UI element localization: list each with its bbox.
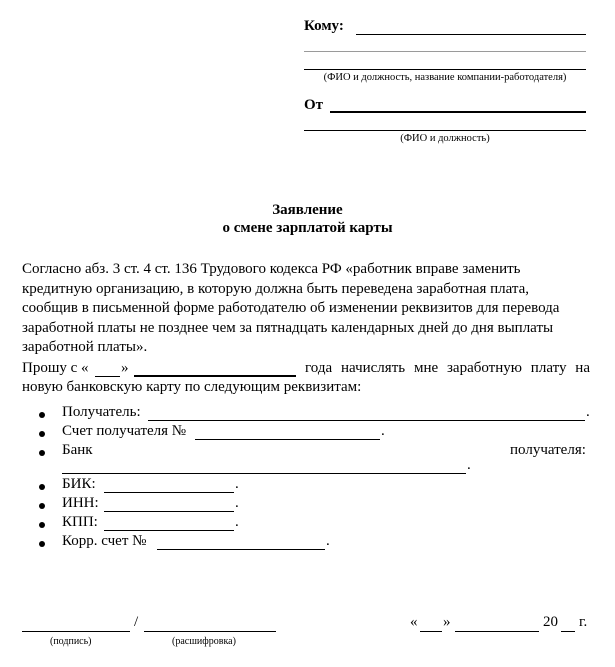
to-label: Кому: [304, 18, 344, 34]
signature-caption: (подпись) [50, 636, 92, 647]
bank-label: Банк [62, 442, 93, 458]
bullet-dot [39, 484, 45, 490]
bik-line[interactable] [104, 492, 234, 493]
paragraph-line: заработной платы». [22, 339, 148, 355]
request-prefix: Прошу с « [22, 360, 89, 376]
corr-account-label: Корр. счет № [62, 533, 147, 549]
inn-line[interactable] [104, 511, 234, 512]
date-year-line[interactable] [561, 631, 575, 632]
kpp-line[interactable] [104, 530, 234, 531]
signature-line[interactable] [22, 631, 130, 632]
from-label: От [304, 97, 324, 113]
paragraph-line: сообщив в письменной форме работодателю об изменении реквизитов для перевода [22, 300, 560, 316]
year-prefix: 20 [543, 614, 558, 630]
from-name-line[interactable] [330, 111, 586, 113]
period: . [235, 495, 239, 511]
document-subtitle: о смене зарплатой карты [222, 220, 393, 236]
to-caption: (ФИО и должность, название компании-работодателя) [323, 72, 567, 83]
period: . [326, 533, 330, 549]
period: . [586, 404, 590, 420]
period: . [381, 423, 385, 439]
request-day-line[interactable] [95, 376, 120, 377]
year-suffix: г. [579, 614, 588, 630]
to-line-2[interactable] [304, 51, 586, 52]
request-quote-close: » [121, 360, 129, 376]
from-line-2[interactable] [304, 130, 586, 131]
decode-caption: (расшифровка) [172, 636, 236, 647]
bullet-dot [39, 541, 45, 547]
bullet-dot [39, 431, 45, 437]
bullet-dot [39, 522, 45, 528]
from-caption: (ФИО и должность) [400, 133, 490, 144]
period: . [235, 514, 239, 530]
date-quote-open: « [410, 614, 418, 630]
account-line[interactable] [195, 439, 380, 440]
request-middle: года начислять мне заработную плату на [305, 360, 590, 376]
recipient-line[interactable] [148, 420, 585, 421]
date-day-line[interactable] [420, 631, 442, 632]
to-name-line[interactable] [356, 34, 586, 35]
decode-line[interactable] [144, 631, 276, 632]
paragraph-line: кредитную организацию, в которую должна быть переведена заработная плата, [22, 280, 530, 297]
to-line-3[interactable] [304, 69, 586, 70]
kpp-label: КПП: [62, 514, 98, 530]
account-label: Счет получателя № [62, 423, 187, 439]
request-line-2: новую банковскую карту по следующим реквизитам: [22, 379, 362, 395]
signature-slash: / [134, 614, 139, 630]
date-month-line[interactable] [455, 631, 539, 632]
bank-suffix: получателя: [510, 442, 586, 458]
bullet-dot [39, 412, 45, 418]
paragraph-line: Согласно абз. 3 ст. 4 ст. 136 Трудового кодекса РФ «работник вправе заменить [22, 261, 521, 277]
date-quote-close: » [443, 614, 451, 630]
request-month-line[interactable] [134, 375, 296, 377]
corr-account-line[interactable] [157, 549, 325, 550]
bullet-dot [39, 503, 45, 509]
period: . [235, 476, 239, 492]
inn-label: ИНН: [62, 495, 99, 511]
document-title: Заявление [272, 202, 343, 218]
recipient-label: Получатель: [62, 404, 141, 420]
paragraph-line: заработной платы не позднее чем за пятнадцать календарных дней до дня выплаты [22, 319, 554, 336]
law-citation-paragraph [22, 260, 590, 358]
period: . [467, 457, 471, 473]
bik-label: БИК: [62, 476, 96, 492]
bank-line[interactable] [62, 473, 466, 474]
bullet-dot [39, 450, 45, 456]
